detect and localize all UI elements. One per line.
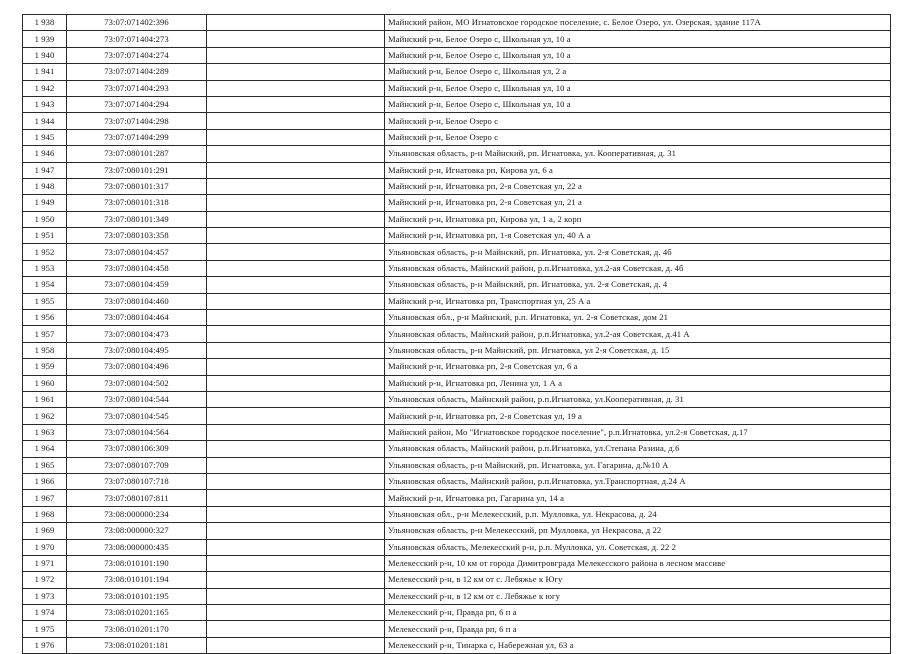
- row-number-cell: 1 969: [23, 523, 67, 539]
- row-number-cell: 1 973: [23, 588, 67, 604]
- row-number-cell: 1 943: [23, 96, 67, 112]
- empty-cell: [207, 621, 385, 637]
- cadastral-number-cell: 73:08:000000:234: [67, 506, 207, 522]
- address-cell: Майнский р-н, Игнатовка рп, Ленина ул, 1 А а: [385, 375, 891, 391]
- empty-cell: [207, 80, 385, 96]
- table-row: [23, 64, 891, 80]
- empty-cell: [207, 244, 385, 260]
- table-row: [23, 588, 891, 604]
- table-row: [23, 326, 891, 342]
- table-row: [23, 441, 891, 457]
- table-row: [23, 490, 891, 506]
- cadastral-number-cell: 73:07:080107:718: [67, 473, 207, 489]
- address-cell: Мелекесский р-н, 10 км от города Димитровграда Мелекесского района в лесном массиве: [385, 555, 891, 571]
- empty-cell: [207, 391, 385, 407]
- empty-cell: [207, 375, 385, 391]
- row-number-cell: 1 966: [23, 473, 67, 489]
- table-row: [23, 555, 891, 571]
- cadastral-number-cell: 73:07:080104:496: [67, 359, 207, 375]
- address-cell: Ульяновская область, Майнский район, р.п.Игнатовка, ул.Кооперативная, д. 31: [385, 391, 891, 407]
- document-page: [22, 14, 890, 654]
- table-row: [23, 457, 891, 473]
- empty-cell: [207, 211, 385, 227]
- cadastral-number-cell: 73:07:080101:287: [67, 146, 207, 162]
- table-row: [23, 178, 891, 194]
- row-number-cell: 1 947: [23, 162, 67, 178]
- empty-cell: [207, 15, 385, 31]
- table-row: [23, 359, 891, 375]
- cadastral-number-cell: 73:07:071404:294: [67, 96, 207, 112]
- address-cell: Майнский р-н, Белое Озеро с, Школьная ул, 10 а: [385, 31, 891, 47]
- row-number-cell: 1 971: [23, 555, 67, 571]
- address-cell: Мелекесский р-н, в 12 км от с. Лебяжье к Югу: [385, 572, 891, 588]
- row-number-cell: 1 968: [23, 506, 67, 522]
- cadastral-number-cell: 73:08:010201:181: [67, 637, 207, 653]
- empty-cell: [207, 47, 385, 63]
- table-row: [23, 244, 891, 260]
- address-cell: Ульяновская область, р-н Майнский, рп. Игнатовка, ул. 2-я Советская, д. 4: [385, 277, 891, 293]
- row-number-cell: 1 954: [23, 277, 67, 293]
- row-number-cell: 1 951: [23, 228, 67, 244]
- table-row: [23, 96, 891, 112]
- cadastral-number-cell: 73:08:010201:170: [67, 621, 207, 637]
- row-number-cell: 1 952: [23, 244, 67, 260]
- empty-cell: [207, 113, 385, 129]
- table-row: [23, 211, 891, 227]
- address-cell: Ульяновская область, р-н Майнский, рп. Игнатовка, ул 2-я Советская, д. 15: [385, 342, 891, 358]
- table-row: [23, 146, 891, 162]
- cadastral-number-cell: 73:07:080104:464: [67, 310, 207, 326]
- address-cell: Мелекесский р-н, Правда рп, 6 п а: [385, 621, 891, 637]
- table-row: [23, 228, 891, 244]
- empty-cell: [207, 96, 385, 112]
- table-row: [23, 621, 891, 637]
- empty-cell: [207, 473, 385, 489]
- address-cell: Мелекесский р-н, Тинарка с, Набережная ул, 63 а: [385, 637, 891, 653]
- cadastral-number-cell: 73:07:080101:349: [67, 211, 207, 227]
- cadastral-number-cell: 73:07:080104:457: [67, 244, 207, 260]
- table-row: [23, 506, 891, 522]
- empty-cell: [207, 326, 385, 342]
- empty-cell: [207, 555, 385, 571]
- row-number-cell: 1 964: [23, 441, 67, 457]
- address-cell: Майнский р-н, Белое Озеро с: [385, 113, 891, 129]
- row-number-cell: 1 948: [23, 178, 67, 194]
- address-cell: Ульяновская область, Майнский район, р.п.Игнатовка, ул.Транспортная, д.24 А: [385, 473, 891, 489]
- address-cell: Ульяновская обл., р-н Майнский, р.п. Игнатовка, ул. 2-я Советская, дом 21: [385, 310, 891, 326]
- property-registry-table: [22, 14, 891, 654]
- row-number-cell: 1 945: [23, 129, 67, 145]
- cadastral-number-cell: 73:07:080104:564: [67, 424, 207, 440]
- row-number-cell: 1 959: [23, 359, 67, 375]
- address-cell: Мелекесский р-н, в 12 км от с. Лебяжье к югу: [385, 588, 891, 604]
- row-number-cell: 1 975: [23, 621, 67, 637]
- table-row: [23, 375, 891, 391]
- table-row: [23, 277, 891, 293]
- cadastral-number-cell: 73:08:000000:327: [67, 523, 207, 539]
- address-cell: Майнский р-н, Белое Озеро с: [385, 129, 891, 145]
- address-cell: Ульяновская область, р-н Майнский, рп. Игнатовка, ул. Гагарина, д.№10 А: [385, 457, 891, 473]
- row-number-cell: 1 960: [23, 375, 67, 391]
- empty-cell: [207, 64, 385, 80]
- table-row: [23, 424, 891, 440]
- cadastral-number-cell: 73:07:071404:289: [67, 64, 207, 80]
- empty-cell: [207, 310, 385, 326]
- address-cell: Майнский р-н, Белое Озеро с, Школьная ул, 10 а: [385, 96, 891, 112]
- row-number-cell: 1 938: [23, 15, 67, 31]
- empty-cell: [207, 342, 385, 358]
- table-row: [23, 162, 891, 178]
- address-cell: Ульяновская обл., р-н Мелекесский, р.п. Мулловка, ул. Некрасова, д. 24: [385, 506, 891, 522]
- empty-cell: [207, 523, 385, 539]
- cadastral-number-cell: 73:08:010101:195: [67, 588, 207, 604]
- address-cell: Майнский р-н, Игнатовка рп, Кирова ул, 1 а, 2 корп: [385, 211, 891, 227]
- empty-cell: [207, 260, 385, 276]
- address-cell: Ульяновская область, Майнский район, р.п.Игнатовка, ул.Степана Разина, д.6: [385, 441, 891, 457]
- address-cell: Ульяновская область, р-н Мелекесский, рп Мулловка, ул Некрасова, д 22: [385, 523, 891, 539]
- empty-cell: [207, 605, 385, 621]
- address-cell: Ульяновская область, р-н Майнский, рп. Игнатовка, ул. 2-я Советская, д. 4б: [385, 244, 891, 260]
- empty-cell: [207, 490, 385, 506]
- cadastral-number-cell: 73:07:071404:298: [67, 113, 207, 129]
- row-number-cell: 1 942: [23, 80, 67, 96]
- address-cell: Майнский р-н, Игнатовка рп, 2-я Советская ул, 22 а: [385, 178, 891, 194]
- empty-cell: [207, 195, 385, 211]
- empty-cell: [207, 146, 385, 162]
- table-row: [23, 539, 891, 555]
- row-number-cell: 1 956: [23, 310, 67, 326]
- row-number-cell: 1 958: [23, 342, 67, 358]
- row-number-cell: 1 955: [23, 293, 67, 309]
- row-number-cell: 1 961: [23, 391, 67, 407]
- row-number-cell: 1 949: [23, 195, 67, 211]
- table-row: [23, 80, 891, 96]
- row-number-cell: 1 941: [23, 64, 67, 80]
- address-cell: Майнский р-н, Игнатовка рп, 2-я Советская ул, 19 а: [385, 408, 891, 424]
- row-number-cell: 1 970: [23, 539, 67, 555]
- registry-table-body: [23, 15, 891, 654]
- address-cell: Мелекесский р-н, Правда рп, 6 п а: [385, 605, 891, 621]
- empty-cell: [207, 359, 385, 375]
- cadastral-number-cell: 73:07:080107:811: [67, 490, 207, 506]
- row-number-cell: 1 962: [23, 408, 67, 424]
- table-row: [23, 195, 891, 211]
- address-cell: Майнский р-н, Игнатовка рп, 2-я Советская ул, 6 а: [385, 359, 891, 375]
- address-cell: Ульяновская область, Майнский район, р.п.Игнатовка, ул.2-ая Советская, д.41 А: [385, 326, 891, 342]
- address-cell: Майнский р-н, Игнатовка рп, 1-я Советская ул, 40 А а: [385, 228, 891, 244]
- table-row: [23, 342, 891, 358]
- row-number-cell: 1 976: [23, 637, 67, 653]
- cadastral-number-cell: 73:07:080101:318: [67, 195, 207, 211]
- table-row: [23, 293, 891, 309]
- address-cell: Майнский р-н, Игнатовка рп, Гагарина ул, 14 а: [385, 490, 891, 506]
- address-cell: Майнский р-н, Белое Озеро с, Школьная ул, 10 а: [385, 47, 891, 63]
- cadastral-number-cell: 73:07:071404:293: [67, 80, 207, 96]
- address-cell: Майнский р-н, Игнатовка рп, 2-я Советская ул, 21 а: [385, 195, 891, 211]
- cadastral-number-cell: 73:07:080104:459: [67, 277, 207, 293]
- empty-cell: [207, 539, 385, 555]
- row-number-cell: 1 965: [23, 457, 67, 473]
- cadastral-number-cell: 73:07:080104:473: [67, 326, 207, 342]
- row-number-cell: 1 974: [23, 605, 67, 621]
- empty-cell: [207, 162, 385, 178]
- table-row: [23, 15, 891, 31]
- cadastral-number-cell: 73:07:071404:274: [67, 47, 207, 63]
- cadastral-number-cell: 73:07:080104:495: [67, 342, 207, 358]
- cadastral-number-cell: 73:07:080104:460: [67, 293, 207, 309]
- cadastral-number-cell: 73:07:071404:273: [67, 31, 207, 47]
- row-number-cell: 1 963: [23, 424, 67, 440]
- row-number-cell: 1 946: [23, 146, 67, 162]
- cadastral-number-cell: 73:07:080106:309: [67, 441, 207, 457]
- row-number-cell: 1 972: [23, 572, 67, 588]
- table-row: [23, 523, 891, 539]
- empty-cell: [207, 457, 385, 473]
- empty-cell: [207, 31, 385, 47]
- table-row: [23, 260, 891, 276]
- cadastral-number-cell: 73:07:080103:358: [67, 228, 207, 244]
- table-row: [23, 605, 891, 621]
- cadastral-number-cell: 73:07:071402:396: [67, 15, 207, 31]
- row-number-cell: 1 967: [23, 490, 67, 506]
- cadastral-number-cell: 73:07:071404:299: [67, 129, 207, 145]
- empty-cell: [207, 408, 385, 424]
- cadastral-number-cell: 73:07:080104:544: [67, 391, 207, 407]
- row-number-cell: 1 950: [23, 211, 67, 227]
- empty-cell: [207, 424, 385, 440]
- address-cell: Майнский р-н, Игнатовка рп, Транспортная ул, 25 А а: [385, 293, 891, 309]
- address-cell: Майнский р-н, Белое Озеро с, Школьная ул, 2 а: [385, 64, 891, 80]
- table-row: [23, 129, 891, 145]
- cadastral-number-cell: 73:07:080104:545: [67, 408, 207, 424]
- cadastral-number-cell: 73:08:010101:194: [67, 572, 207, 588]
- table-row: [23, 572, 891, 588]
- empty-cell: [207, 178, 385, 194]
- address-cell: Ульяновская область, Майнский район, р.п.Игнатовка, ул.2-ая Советская, д. 4б: [385, 260, 891, 276]
- table-row: [23, 47, 891, 63]
- cadastral-number-cell: 73:08:000000:435: [67, 539, 207, 555]
- row-number-cell: 1 957: [23, 326, 67, 342]
- address-cell: Ульяновская область, р-н Майнский, рп. Игнатовка, ул. Кооперативная, д. 31: [385, 146, 891, 162]
- cadastral-number-cell: 73:08:010201:165: [67, 605, 207, 621]
- row-number-cell: 1 940: [23, 47, 67, 63]
- address-cell: Майнский р-н, Игнатовка рп, Кирова ул, 6 а: [385, 162, 891, 178]
- address-cell: Ульяновская область, Мелекесский р-н, р.п. Мулловка, ул. Советская, д. 22 2: [385, 539, 891, 555]
- empty-cell: [207, 277, 385, 293]
- empty-cell: [207, 441, 385, 457]
- empty-cell: [207, 129, 385, 145]
- table-row: [23, 408, 891, 424]
- empty-cell: [207, 228, 385, 244]
- cadastral-number-cell: 73:07:080101:291: [67, 162, 207, 178]
- empty-cell: [207, 572, 385, 588]
- address-cell: Майнский район, МО Игнатовское городское поселение, с. Белое Озеро, ул. Озерская, здание 117А: [385, 15, 891, 31]
- row-number-cell: 1 939: [23, 31, 67, 47]
- row-number-cell: 1 944: [23, 113, 67, 129]
- cadastral-number-cell: 73:07:080104:458: [67, 260, 207, 276]
- empty-cell: [207, 506, 385, 522]
- address-cell: Майнский район, Мо "Игнатовское городское поселение", р.п.Игнатовка, ул.2-я Советская, д.17: [385, 424, 891, 440]
- table-row: [23, 113, 891, 129]
- empty-cell: [207, 293, 385, 309]
- row-number-cell: 1 953: [23, 260, 67, 276]
- table-row: [23, 31, 891, 47]
- cadastral-number-cell: 73:08:010101:190: [67, 555, 207, 571]
- cadastral-number-cell: 73:07:080104:502: [67, 375, 207, 391]
- table-row: [23, 391, 891, 407]
- cadastral-number-cell: 73:07:080101:317: [67, 178, 207, 194]
- table-row: [23, 473, 891, 489]
- cadastral-number-cell: 73:07:080107:709: [67, 457, 207, 473]
- empty-cell: [207, 588, 385, 604]
- table-row: [23, 310, 891, 326]
- address-cell: Майнский р-н, Белое Озеро с, Школьная ул, 10 а: [385, 80, 891, 96]
